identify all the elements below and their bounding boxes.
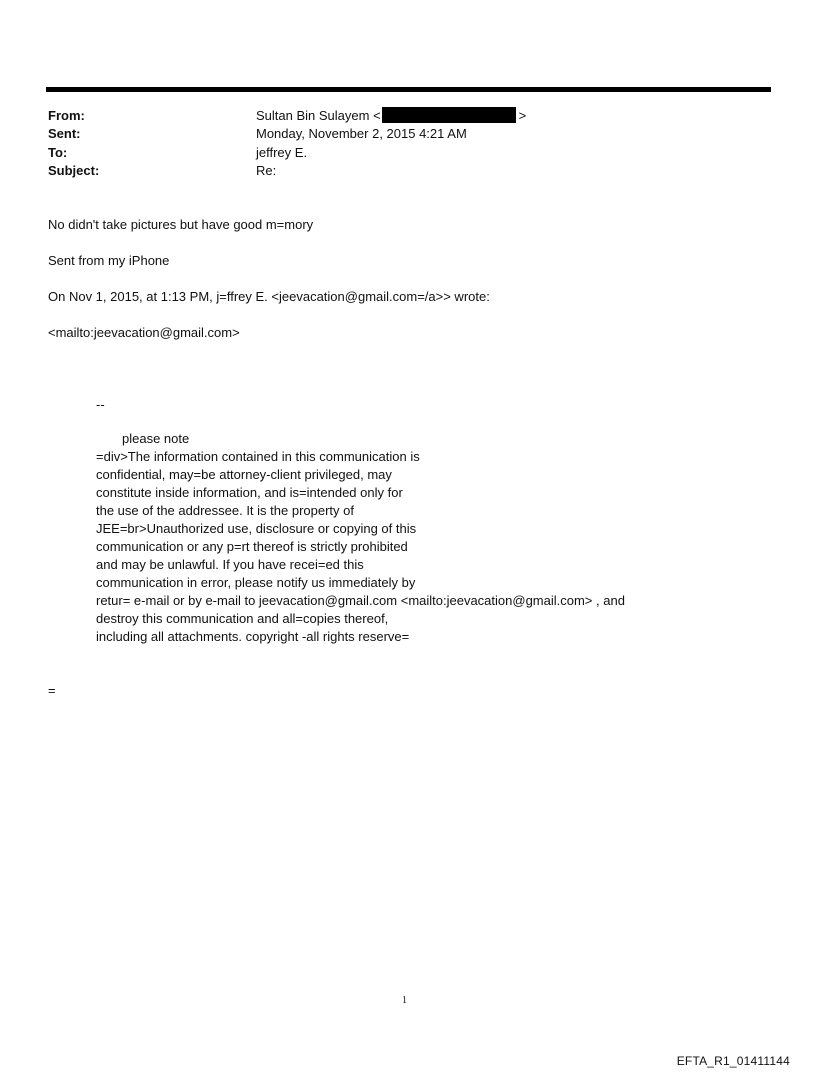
disclaimer-line: destroy this communication and all=copies thereof, [96, 611, 389, 626]
to-label: To: [48, 145, 68, 160]
signature-line: Sent from my iPhone [48, 253, 170, 268]
disclaimer-line: =div>The information contained in this communication is [96, 449, 420, 464]
separator-dashes: -- [96, 397, 105, 412]
from-name: Sultan Bin Sulayem < [256, 108, 381, 123]
subject-value: Re: [256, 163, 277, 178]
disclaimer-line: including all attachments. copyright -all rights reserve= [96, 629, 410, 644]
disclaimer-line: and may be unlawful. If you have recei=ed this [96, 557, 364, 572]
quote-attribution: On Nov 1, 2015, at 1:13 PM, j=ffrey E. <jeevacation@gmail.com=/a>> wrote: [48, 289, 490, 304]
from-label: From: [48, 108, 85, 123]
document-id: EFTA_R1_01411144 [676, 1054, 790, 1068]
header-rule [46, 87, 771, 92]
message-line: No didn't take pictures but have good m=mory [48, 217, 314, 232]
disclaimer-line: constitute inside information, and is=intended only for [96, 485, 403, 500]
sent-value: Monday, November 2, 2015 4:21 AM [256, 126, 467, 141]
trailer-char: = [48, 683, 56, 698]
sent-label: Sent: [48, 126, 81, 141]
disclaimer-line: retur= e-mail or by e-mail to jeevacation@gmail.com <mailto:jeevacation@gmail.com> , and [96, 593, 625, 608]
from-value [256, 107, 526, 125]
page-number: 1 [402, 995, 407, 1006]
to-value: jeffrey E. [256, 145, 308, 160]
from-close: > [518, 108, 527, 123]
mailto-line: <mailto:jeevacation@gmail.com> [48, 325, 240, 340]
disclaimer-line: the use of the addressee. It is the property of [96, 503, 354, 518]
disclaimer-line: please note [122, 431, 190, 446]
disclaimer-line: JEE=br>Unauthorized use, disclosure or copying of this [96, 521, 417, 536]
disclaimer-line: communication or any p=rt thereof is strictly prohibited [96, 539, 408, 554]
redaction-box [382, 107, 516, 123]
disclaimer-line: communication in error, please notify us immediately by [96, 575, 416, 590]
disclaimer-line: confidential, may=be attorney-client privileged, may [96, 467, 392, 482]
subject-label: Subject: [48, 163, 100, 178]
disclaimer-block [96, 430, 625, 646]
